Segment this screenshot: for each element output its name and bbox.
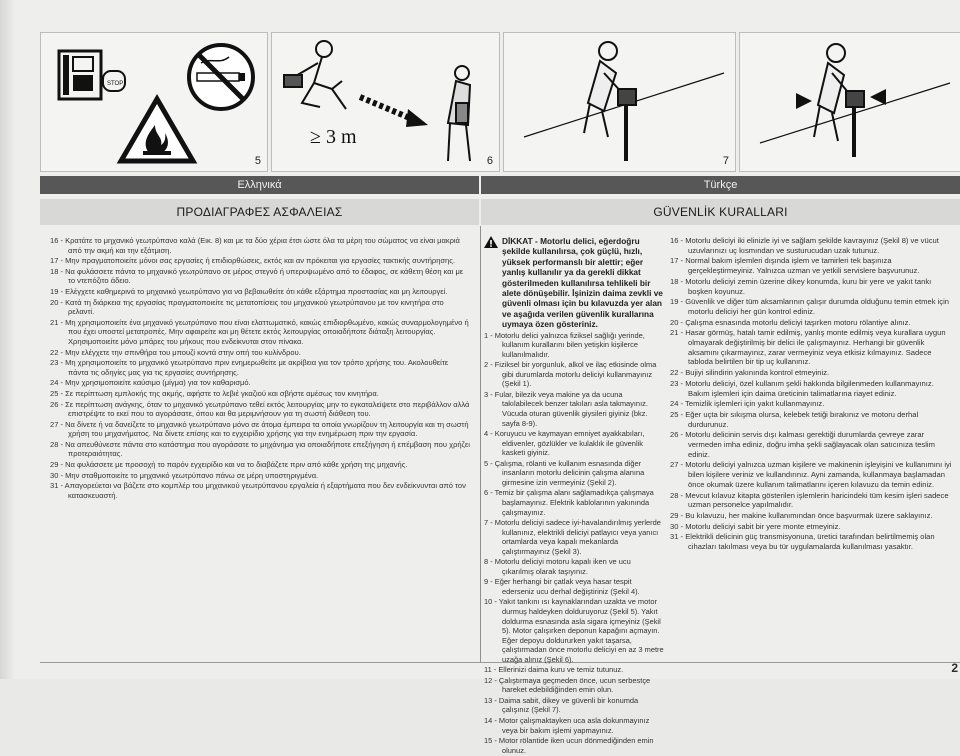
greek-rules-column [50, 236, 470, 501]
list-item: 27 - Να δίνετε ή να δανείζετε το μηχανικό γεωτρύπανο μόνο σε άτομα έμπειρα τα οποία γνωρίζουν τη λειτουργία και τη σωστή χρήση του μηχανήματος. Να δίνετε επίσης και το εγχειρίδιο χρήσης για την ενημέρωση πριν την εργασία. [50, 419, 469, 439]
language-banner-turkish: Türkçe [481, 176, 960, 194]
list-item: 9 - Eğer herhangi bir çatlak veya hasar tespit ederseniz ucu derhal değiştiriniz (Şekil 4). [484, 577, 640, 596]
list-item: 17 - Normal bakım işlemleri dışında işlem ve tamirleri tek başınıza gerçekleştirmeyiniz. Yalnızca uzman ve yetkili servislere başvurunuz. [670, 256, 920, 276]
list-item: 16 - Κρατάτε το μηχανικό γεωτρύπανο καλά (Εικ. 8) και με τα δύο χέρια έτσι ώστε όλα τα μέρη του σώματος να είναι μακριά από την ακμή και την εξάτμιση. [50, 236, 460, 255]
list-item: 13 - Daima sabit, dikey ve güvenli bir konumda çalışınız (Şekil 7). [484, 695, 639, 715]
list-item: 14 - Motor çalışmaktayken uca asla dokunmayınız veya bir bakım işlemi yapmayınız. [484, 715, 650, 735]
list-item: 6 - Temiz bir çalışma alanı sağlamadıkça çalışmaya başlamayınız. Elektrik kablolarının yakınında çalışmayınız. [484, 488, 654, 517]
fuel-safety-illustration [41, 33, 267, 171]
list-item: 26 - Motorlu delicinin servis dışı kalması gerektiği durumlarda çevreye zarar vermeden imha ediniz, doğru imha şekli sağlayacak olan satıcınıza teslim ediniz. [670, 430, 935, 459]
kneeling-worker-icon [284, 41, 346, 109]
list-item: 19 - Güvenlik ve diğer tüm aksamlarının çalışır durumda olduğunu temin etmek için motorlu deliciyi her gün kontrol ediniz. [670, 297, 949, 316]
figure-number: 7 [722, 155, 729, 167]
refuel-distance-illustration [272, 33, 499, 171]
list-item: 21 - Hasar görmüş, hatalı tamir edilmiş, yanlış monte edilmiş veya kurallara uygun olmayarak değiştirilmiş bir delici ile çalışmayınız. Herhangi bir güvenlik aksamını çıkarmayınız, zarar vermeyiniz veya etkisiz kılmayınız. Sadece tabloda belirtilen bir tip uç kullanınız. [670, 328, 946, 367]
figure-number: 5 [254, 155, 261, 167]
gripping-worker-icon [814, 44, 864, 157]
no-smoking-icon [189, 45, 253, 109]
list-item: 26 - Σε περίπτωση ανάγκης, όταν το μηχανικό γεωτρύπανο τεθεί εκτός λειτουργίας μην το εγκαταλείψετε στο περιβάλλον αλλά επιστρέψτε το εκεί που το αγοράσατε, όπου και θα μεριμνήσουν για τη σωστή διάθεση του. [50, 399, 470, 419]
list-item: 15 - Motor rölantide iken ucun dönmediğinden emin olunuz. [484, 736, 654, 755]
list-item: 28 - Mevcut kılavuz kitapta gösterilen işlemlerin haricindeki tüm kesim işleri sadece uzman personelce yapılmalıdır. [670, 490, 949, 510]
list-item: 2 - Fiziksel bir yorgunluk, alkol ve ilaç etkisinde olma gibi durumlarda motorlu deliciyi kullanmayınız (Şekil 1). [484, 360, 657, 389]
arrow-icon [870, 89, 886, 105]
drilling-posture-illustration [504, 33, 735, 171]
list-item: 8 - Motorlu deliciyi motoru kapalı iken ve ucu çıkarılmış olarak taşıyınız. [484, 557, 631, 576]
list-item: 25 - Σε περίπτωση εμπλοκής της ακμής, αφήστε το λεβιέ γκαζιού και σβήστε αμέσως τον κινητήρα. [50, 388, 379, 398]
list-item: 19 - Ελέγχετε καθημερινά το μηχανικό γεωτρύπανο για να βεβαιωθείτε ότι κάθε εξάρτημα προστασίας και μη λειτουργεί. [50, 286, 448, 296]
figure-number: 6 [486, 155, 493, 167]
stop-label: STOP [107, 81, 124, 87]
warning-triangle-icon [484, 236, 498, 248]
section-title-turkish: GÜVENLİK KURALLARI [481, 199, 960, 225]
grip-illustration [740, 33, 960, 171]
fire-warning-icon [121, 99, 193, 161]
arrow-icon [360, 97, 428, 127]
distance-label: ≥ 3 m [310, 126, 357, 148]
standing-worker-icon [448, 66, 470, 161]
list-item: 22 - Μην ελέγχετε την σπινθήρα του μπουζί κοντά στην οπή του κυλίνδρου. [50, 347, 301, 357]
list-item: 27 - Motorlu deliciyi yalnızca uzman kişilere ve makinenin işleyişini ve kullanımını iyi bilen kişilere veriniz ve kullandırınız. Ayni zamanda, kullanmaya başlamadan önce okumak üzere kullanım talimatlarını içeren kılavuzu da temin ediniz. [670, 460, 952, 489]
figure-panel-8 [739, 32, 960, 172]
list-item: 4 - Koruyucu ve kaymayan emniyet ayakkabıları, eldivenler, gözlükler ve kulaklık ile güvenlik kasketi giyiniz. [484, 429, 645, 458]
list-item: 17 - Μην πραγματοποιείτε μόνοι σας εργασίες ή επιδιορθώσεις, εκτός και αν πρόκειται για εργασίες τακτικής συντήρησης. [50, 256, 455, 266]
language-banner-greek: Ελληνικά [40, 176, 479, 194]
list-item: 29 - Να φυλάσσετε με προσοχή το παρόν εγχειρίδιο και να το διαβάζετε πριν από κάθε χρήση της μηχανής. [50, 460, 408, 470]
section-title-greek: ΠΡΟΔΙΑΓΡΑΦΕΣ ΑΣΦΑΛΕΙΑΣ [40, 199, 479, 225]
fuel-pump-icon [59, 51, 125, 99]
list-item: 18 - Motorlu deliciyi zemin üzerine dikey konumda, kuru bir yere ve yakıt tankı boşken koyunuz. [670, 276, 932, 296]
figure-panel-6 [271, 32, 500, 172]
page-number: 2 [951, 661, 958, 675]
warning-block [484, 236, 664, 330]
list-item: 21 - Μη χρησιμοποιείτε ένα μηχανικό γεωτρύπανο που είναι ελαττωματικό, κακώς επιδιορθωμένο, κακώς συναρμολογημένο ή που έχει υποστεί μετατροπές. Μην αφαιρείτε και μη θέτετε εκτός λειτουργίας οποιαδήποτε διάταξη λειτουργίας. Χρησιμοποιείτε μόνο μπάρες του μήκους που ενδείκνυται στον πίνακα. [50, 317, 469, 346]
list-item: 24 - Temizlik işlemleri için yakıt kullanmayınız. [670, 399, 825, 409]
figure-panel-5 [40, 32, 268, 172]
list-item: 23 - Μη χρησιμοποιείτε το μηχανικό γεωτρύπανο πριν ενημερωθείτε με ακρίβεια για τον τρόπο χρήσης του. Ακολουθείτε πάντα τις οδηγίες μας για τις εργασίες συντήρησης. [50, 358, 449, 377]
list-item: 24 - Μην χρησιμοποιείτε καύσιμο (μίγμα) για τον καθαρισμό. [50, 378, 251, 388]
list-item: 11 - Ellerinizi daima kuru ve temiz tutunuz. [484, 665, 624, 675]
figure-panel-7 [503, 32, 736, 172]
list-item: 16 - Motorlu deliciyi iki elinizle iyi ve sağlam şekilde kavrayınız (Şekil 8) ve vücut uzuvlarınızı uç kısmından ve susturucudan uzak tutunuz. [670, 236, 939, 255]
list-item: 30 - Motorlu deliciyi sabit bir yere monte etmeyiniz. [670, 521, 841, 531]
list-item: 3 - Fular, bilezik veya makine ya da ucuna takılabilecek benzer takıları asla takmayınız. Vücuda oturan güvenlik giysileri giyiniz (bkz. sayfa 8-9). [484, 389, 648, 428]
turkish-rules-column-1 [484, 236, 664, 756]
list-item: 18 - Να φυλάσσετε πάντα το μηχανικό γεωτρύπανο σε μέρος στεγνό ή υπερυψωμένο από το έδαφος, σε κάθετη θέση και με το ντεπόζιτο άδειο. [50, 266, 464, 286]
list-item: 31 - Απαγορεύεται να βάζετε στο κομπλέρ του μηχανικού γεωτρύπανου εργαλεία ή εξαρτήματα που δεν ενδείκνυνται από τον κατασκευαστή. [50, 481, 466, 500]
arrow-icon [796, 93, 812, 109]
list-item: 31 - Elektrikli delicinin güç transmisyonuna, üretici tarafından belirtilmemiş olan cihazları takılması veya bu tür uygulamalarda kullanılması yasaktır. [670, 532, 935, 552]
list-item: 20 - Κατά τη διάρκεια της εργασίας πραγματοποιείτε τις μετατοπίσεις του μηχανικού γεωτρύπανου με τον κινητήρα στο ρελαντί. [50, 297, 444, 317]
list-item: 25 - Eğer uçta bir sıkışma olursa, kelebek tetiği bırakınız ve motoru derhal durdurunuz. [670, 409, 919, 429]
list-item: 23 - Motorlu deliciyi, özel kullanım şekli hakkında bilgilenmeden kullanmayınız. Bakım işlemleri için daima üreticinin talimatlarına riayet ediniz. [670, 378, 934, 398]
list-item: 28 - Να απευθύνεστε πάντα στο κατάστημα που αγοράσατε το μηχάνημα για οποιαδήποτε επεξήγηση ή επέμβαση που χρήζει προτεραιότητας. [50, 439, 470, 459]
drilling-worker-icon [584, 42, 636, 161]
list-item: 22 - Bujiyi silindirin yakınında kontrol etmeyiniz. [670, 368, 830, 378]
list-item: 29 - Bu kılavuzu, her makine kullanımından önce başvurmak üzere saklayınız. [670, 510, 933, 520]
column-divider [480, 226, 481, 662]
list-item: 12 - Çalıştırmaya geçmeden önce, ucun serbestçe hareket edebildiğinden emin olun. [484, 675, 651, 695]
list-item: 5 - Çalışma, rölanti ve kullanım esnasında diğer insanların motorlu delicinin çalışma alanına girmesine izin vermeyiniz (Şekil 2). [484, 458, 645, 487]
list-item: 7 - Motorlu deliciyi sadece iyi-havalandırılmış yerlerde kullanınız, elektrikli deliciyi patlayıcı veya yanıcı ortamlarda veya kapalı mekanlarda çalıştırmayınız (Şekil 3). [484, 518, 661, 556]
list-item: 1 - Motorlu delici yalnızca fiziksel sağlığı yerinde, kullanım kurallarını bilen yetişkin kişilerce kullanılmalıdır. [484, 330, 645, 359]
list-item: 10 - Yakıt tankını ısı kaynaklarından uzakta ve motor durmuş haldeyken dolduruyoruz (Şekil 5). Yakıt doldurma esnasında asla sigara içmeyiniz (Şekil 5). Motor çalışırken deponun kapağını açmayın. Eğer depoyu doldururken yakıt taşarsa, çalıştırmadan önce motorlu deliciyi en az 3 metre uzağa alınız (Şekil 6). [484, 597, 664, 664]
turkish-rules-column-2 [670, 236, 952, 553]
binding-edge [0, 0, 14, 679]
warning-text: DİKKAT - Motorlu delici, eğerdoğru şekilde kullanılırsa, çok güçlü, hızlı, yüksek performanslı bir alettir; eğer yanlış kullanılır ya da gerekli dikkat gösterilmeden kullanılırsa tehlikeli bir alete dönüşebilir. İşinizin daima zevkli ve güvenli olması için bu kılavuzda yer alan ve aşağıda verilen güvenlik kurallarına uymaya özen gösteriniz. [502, 236, 663, 330]
list-item: 30 - Μην σταθμοποιείτε το μηχανικό γεωτρύπανο πάνω σε μέρη υποστηριγμένα. [50, 470, 319, 480]
list-item: 20 - Çalışma esnasında motorlu deliciyi taşırken motoru rölantiye alınız. [670, 317, 911, 327]
